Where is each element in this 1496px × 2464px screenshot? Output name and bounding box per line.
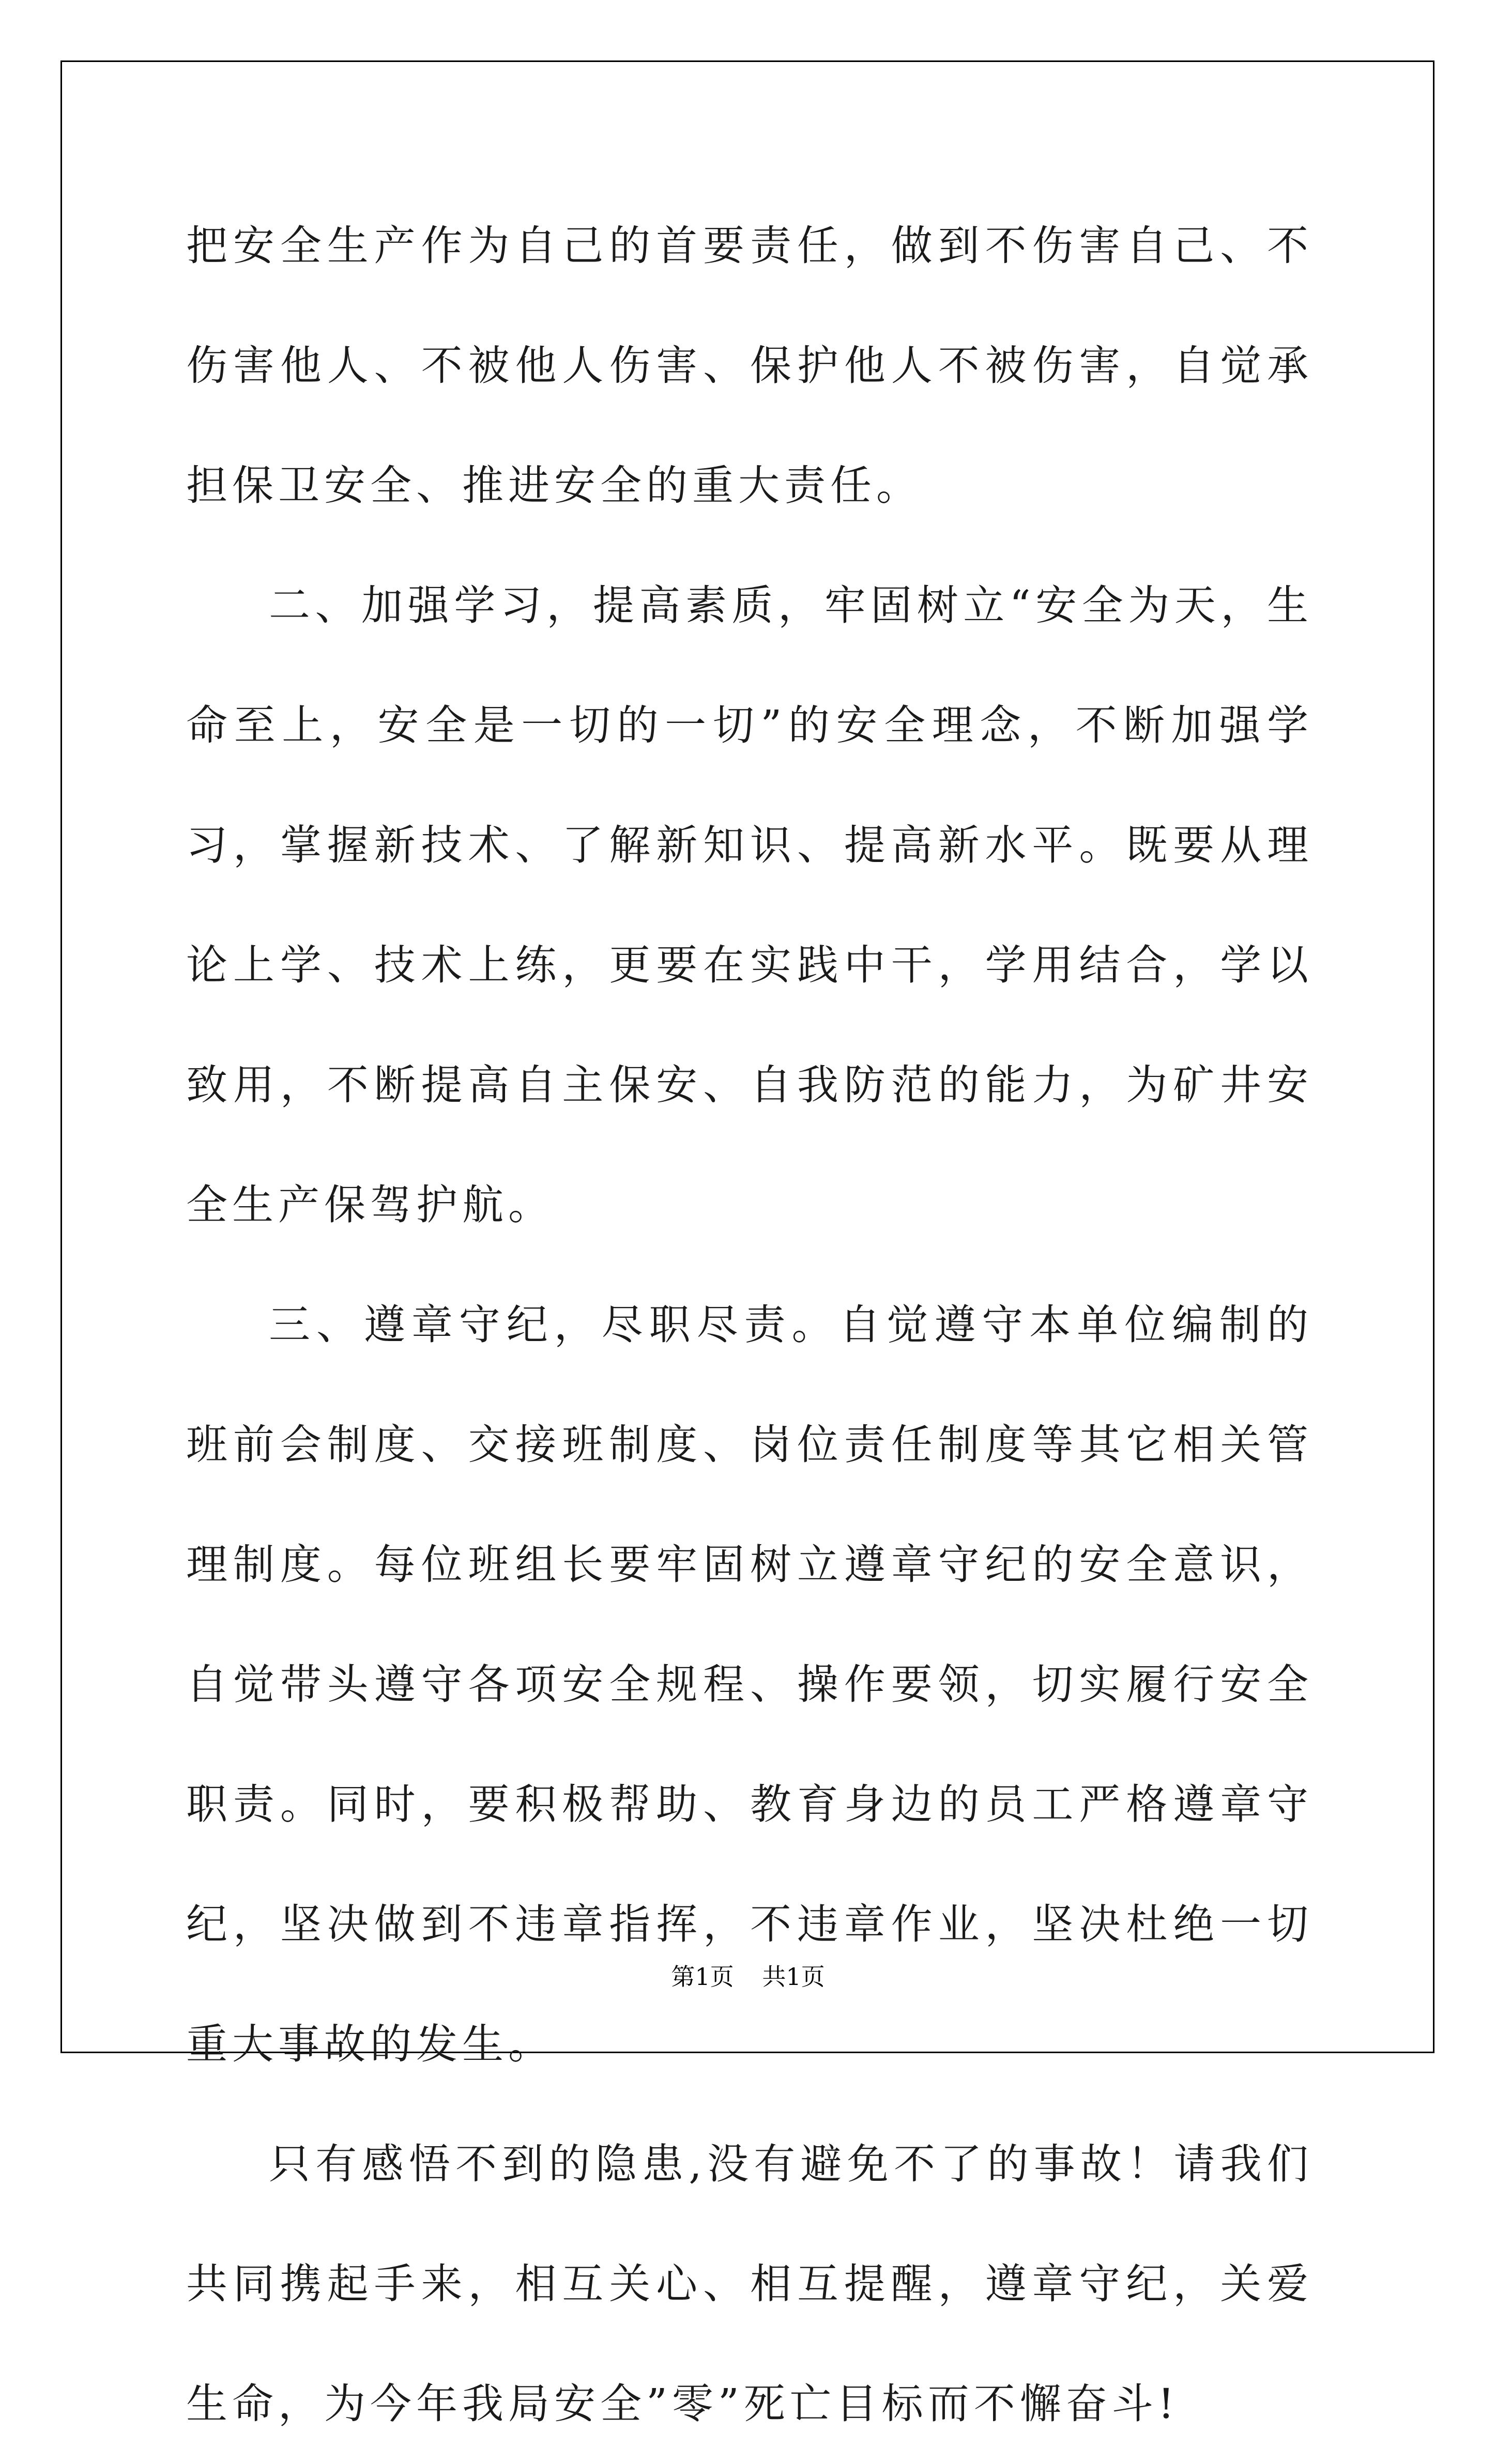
page-footer bbox=[0, 1961, 1496, 1992]
page-number: 第1页 bbox=[671, 1963, 734, 1991]
paragraph-2: 二、加强学习，提高素质，牢固树立“安全为天，生命至上，安全是一切的一切”的安全理念，不断加强学习，掌握新技术、了解新知识、提高新水平。既要从理论上学、技术上练，更要在实践中干，学用结合，学以致用，不断提高自主保安、自我防范的能力，为矿井安全生产保驾护航。 bbox=[186, 581, 1313, 1229]
paragraph-1: 把安全生产作为自己的首要责任，做到不伤害自己、不伤害他人、不被他人伤害、保护他人不被伤害，自觉承担保卫安全、推进安全的重大责任。 bbox=[186, 222, 1313, 510]
document-body bbox=[186, 186, 1313, 2464]
page-count: 共1页 bbox=[762, 1963, 825, 1991]
paragraph-4: 只有感悟不到的隐患,没有避免不了的事故！请我们共同携起手来，相互关心、相互提醒，遵章守纪，关爱生命，为今年我局安全”零”死亡目标而不懈奋斗! bbox=[186, 2140, 1313, 2428]
paragraph-3: 三、遵章守纪，尽职尽责。自觉遵守本单位编制的班前会制度、交接班制度、岗位责任制度等其它相关管理制度。每位班组长要牢固树立遵章守纪的安全意识，自觉带头遵守各项安全规程、操作要领，切实履行安全职责。同时，要积极帮助、教育身边的员工严格遵章守纪，坚决做到不违章指挥，不违章作业，坚决杜绝一切重大事故的发生。 bbox=[186, 1301, 1313, 2068]
